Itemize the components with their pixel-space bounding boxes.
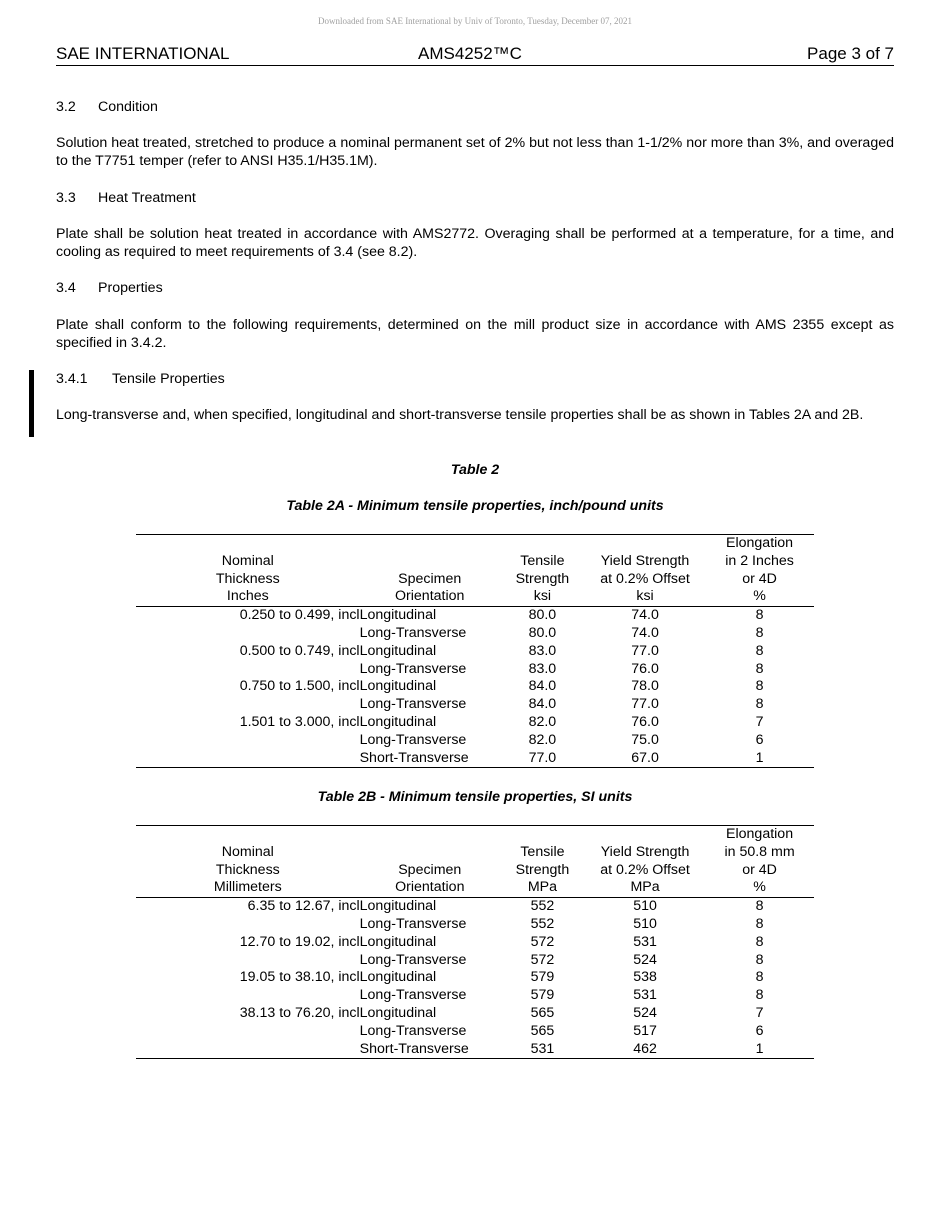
cell-thickness (136, 696, 360, 714)
cell-elongation: 7 (755, 713, 764, 730)
cell-elongation: 6 (755, 1022, 764, 1039)
section-number: 3.3 (56, 190, 76, 206)
header-orientation (360, 535, 500, 607)
cell-yield: 78.0 (631, 678, 659, 695)
section-3-2-heading (56, 98, 158, 116)
header-line: Yield Strength (600, 843, 690, 860)
cell-tensile: 77.0 (500, 750, 585, 768)
section-3-4-1-body: Long-transverse and, when specified, longitudinal and short-transverse tensile properties shall be as shown in Tables 2A and 2B. (56, 407, 864, 423)
cell-thickness (136, 1041, 360, 1059)
cell-orientation: Long-Transverse (359, 660, 467, 677)
cell-orientation: Long-Transverse (359, 624, 467, 641)
cell-elongation: 8 (755, 951, 764, 968)
cell-tensile: 572 (530, 951, 555, 968)
table-row (136, 625, 814, 643)
cell-yield: 77.0 (631, 696, 659, 713)
section-title: Properties (98, 280, 163, 296)
cell-orientation: Short-Transverse (360, 1041, 500, 1059)
cell-yield: 510 (633, 898, 657, 915)
table-row (136, 750, 814, 768)
cell-elongation: 8 (755, 933, 764, 950)
cell-orientation: Long-Transverse (359, 951, 467, 968)
cell-yield: 462 (585, 1041, 705, 1059)
header-line: Elongation (726, 826, 794, 842)
cell-yield: 531 (633, 933, 657, 950)
cell-orientation: Long-Transverse (359, 987, 467, 1004)
table-row (136, 607, 814, 625)
header-thickness (136, 535, 360, 607)
section-number: 3.2 (56, 99, 76, 115)
cell-tensile: 565 (530, 1004, 555, 1021)
table-2b-caption: Table 2B - Minimum tensile properties, SI units (317, 789, 633, 805)
table-row (136, 987, 814, 1005)
cell-tensile: 83.0 (528, 660, 557, 677)
cell-yield: 75.0 (631, 731, 659, 748)
cell-orientation: Long-Transverse (359, 915, 467, 932)
cell-elongation: 8 (755, 660, 764, 677)
cell-thickness: 12.70 to 19.02, incl (239, 933, 360, 950)
table-row (136, 969, 814, 987)
cell-tensile: 83.0 (528, 642, 557, 659)
header-line: Elongation (726, 535, 794, 551)
header-line: ksi (636, 588, 654, 605)
table-row (136, 1041, 814, 1059)
header-line: or 4D (742, 570, 777, 587)
table-row (136, 714, 814, 732)
table-row (136, 1023, 814, 1041)
cell-yield: 74.0 (631, 624, 659, 641)
cell-elongation: 1 (705, 1041, 814, 1059)
cell-yield: 524 (633, 1004, 657, 1021)
cell-yield: 67.0 (585, 750, 705, 768)
header-line: Yield Strength (600, 552, 690, 569)
header-line: ksi (533, 588, 552, 605)
cell-tensile: 531 (500, 1041, 585, 1059)
header-tensile (500, 535, 585, 607)
table-header-row (136, 535, 814, 607)
cell-thickness (136, 987, 360, 1005)
cell-orientation: Longitudinal (359, 933, 437, 950)
header-line: Nominal (221, 552, 274, 569)
cell-tensile: 84.0 (528, 678, 557, 695)
header-line: Nominal (221, 843, 274, 860)
cell-tensile: 552 (530, 898, 555, 915)
cell-elongation: 6 (755, 731, 764, 748)
page-header (56, 44, 894, 66)
cell-elongation: 7 (755, 1004, 764, 1021)
header-thickness (136, 826, 360, 898)
header-line: Specimen (398, 570, 462, 587)
table-row (136, 1005, 814, 1023)
header-line: Orientation (395, 588, 465, 605)
table-row (136, 661, 814, 679)
header-line: Tensile (520, 843, 565, 860)
section-number: 3.4.1 (56, 371, 88, 387)
download-watermark: Downloaded from SAE International by Univ of Toronto, Tuesday, December 07, 2021 (317, 16, 633, 26)
cell-elongation: 8 (755, 607, 764, 624)
cell-yield: 524 (633, 951, 657, 968)
cell-orientation: Longitudinal (359, 969, 437, 986)
table-2-title: Table 2 (450, 462, 500, 478)
header-line: Strength (515, 861, 570, 878)
header-yield (585, 826, 705, 898)
header-line: at 0.2% Offset (600, 570, 690, 587)
cell-tensile: 80.0 (528, 624, 557, 641)
section-number: 3.4 (56, 280, 76, 296)
cell-thickness (136, 750, 360, 768)
section-3-3-body: Plate shall be solution heat treated in accordance with AMS2772. Overaging shall be performed at a temperature, for a time, and cooling as required to meet requirements of 3.4 (see 8.2). (56, 226, 894, 260)
table-header-row (136, 826, 814, 898)
table-row (136, 696, 814, 714)
cell-orientation: Longitudinal (359, 678, 437, 695)
cell-yield: 517 (633, 1022, 657, 1039)
revision-change-bar (29, 370, 34, 437)
cell-yield: 77.0 (631, 642, 659, 659)
cell-tensile: 579 (530, 969, 555, 986)
cell-thickness: 19.05 to 38.10, incl (239, 969, 360, 986)
cell-elongation: 8 (755, 678, 764, 695)
cell-thickness (136, 1023, 360, 1041)
table-2a (136, 534, 814, 768)
header-line: at 0.2% Offset (600, 861, 690, 878)
table-row (136, 732, 814, 750)
cell-elongation: 1 (705, 750, 814, 768)
header-line: MPa (527, 879, 558, 896)
cell-elongation: 8 (755, 898, 764, 915)
cell-orientation: Longitudinal (359, 607, 437, 624)
cell-orientation: Long-Transverse (359, 696, 467, 713)
header-line: Tensile (520, 552, 565, 569)
header-elongation (705, 826, 814, 898)
header-line: MPa (630, 879, 660, 896)
cell-elongation: 8 (755, 987, 764, 1004)
cell-orientation: Long-Transverse (359, 1022, 467, 1039)
cell-elongation: 8 (755, 624, 764, 641)
header-yield (585, 535, 705, 607)
cell-orientation: Short-Transverse (360, 750, 500, 768)
cell-thickness (136, 916, 360, 934)
cell-thickness: 6.35 to 12.67, incl (247, 898, 360, 915)
cell-yield: 76.0 (631, 713, 659, 730)
section-3-3-heading (56, 189, 196, 207)
cell-orientation: Long-Transverse (359, 731, 467, 748)
cell-yield: 538 (633, 969, 657, 986)
cell-tensile: 572 (530, 933, 555, 950)
header-elongation (705, 535, 814, 607)
cell-thickness (136, 952, 360, 970)
cell-thickness (136, 625, 360, 643)
document-number: AMS4252™C (418, 44, 522, 63)
header-line: % (753, 588, 766, 605)
table-2a-caption: Table 2A - Minimum tensile properties, inch/pound units (286, 498, 664, 514)
cell-yield: 510 (633, 915, 657, 932)
cell-yield: 531 (633, 987, 657, 1004)
header-line: Thickness (215, 861, 280, 878)
cell-tensile: 552 (530, 915, 555, 932)
cell-thickness: 38.13 to 76.20, incl (239, 1004, 360, 1021)
cell-tensile: 82.0 (528, 713, 557, 730)
cell-thickness: 0.500 to 0.749, incl (239, 642, 360, 659)
table-row (136, 678, 814, 696)
header-line: Millimeters (213, 879, 282, 896)
cell-orientation: Longitudinal (359, 1004, 437, 1021)
table-row (136, 898, 814, 916)
section-3-2-body: Solution heat treated, stretched to produce a nominal permanent set of 2% but not less than 1-1/2% nor more than 3%, and overaged to the T7751 temper (refer to ANSI H35.1/H35.1M). (56, 135, 894, 169)
cell-tensile: 565 (530, 1022, 555, 1039)
header-line: or 4D (742, 861, 777, 878)
cell-elongation: 8 (755, 969, 764, 986)
cell-elongation: 8 (755, 696, 764, 713)
header-line: in 2 Inches (725, 552, 794, 569)
section-3-4-body: Plate shall conform to the following requirements, determined on the mill product size in accordance with AMS 2355 except as specified in 3.4.2. (56, 317, 894, 351)
cell-elongation: 8 (755, 642, 764, 659)
section-title: Condition (98, 99, 158, 115)
page-number: Page 3 of 7 (807, 44, 894, 63)
cell-yield: 74.0 (631, 607, 659, 624)
cell-orientation: Longitudinal (359, 642, 437, 659)
table-row (136, 643, 814, 661)
table-row (136, 916, 814, 934)
header-line: Inches (226, 588, 269, 605)
section-title: Heat Treatment (98, 190, 196, 206)
cell-tensile: 80.0 (528, 607, 557, 624)
header-line: Thickness (215, 570, 280, 587)
cell-thickness: 1.501 to 3.000, incl (239, 713, 360, 730)
cell-elongation: 8 (755, 915, 764, 932)
cell-yield: 76.0 (631, 660, 659, 677)
cell-tensile: 84.0 (528, 696, 557, 713)
section-title: Tensile Properties (112, 371, 225, 387)
header-line: in 50.8 mm (724, 843, 795, 860)
cell-orientation: Longitudinal (359, 713, 437, 730)
table-2b (136, 825, 814, 1059)
table-row (136, 934, 814, 952)
section-3-4-1-heading (56, 370, 225, 388)
cell-thickness: 0.750 to 1.500, incl (239, 678, 360, 695)
publisher-name: SAE INTERNATIONAL (56, 44, 230, 63)
cell-orientation: Longitudinal (359, 898, 437, 915)
header-line: % (753, 879, 766, 896)
header-line: Specimen (398, 861, 462, 878)
section-3-4-heading (56, 279, 163, 297)
table-row (136, 952, 814, 970)
cell-thickness (136, 661, 360, 679)
header-line: Strength (515, 570, 570, 587)
header-tensile (500, 826, 585, 898)
cell-tensile: 82.0 (528, 731, 557, 748)
header-orientation (360, 826, 500, 898)
header-line: Orientation (395, 879, 465, 896)
cell-thickness (136, 732, 360, 750)
cell-thickness: 0.250 to 0.499, incl (239, 607, 360, 624)
cell-tensile: 579 (530, 987, 555, 1004)
